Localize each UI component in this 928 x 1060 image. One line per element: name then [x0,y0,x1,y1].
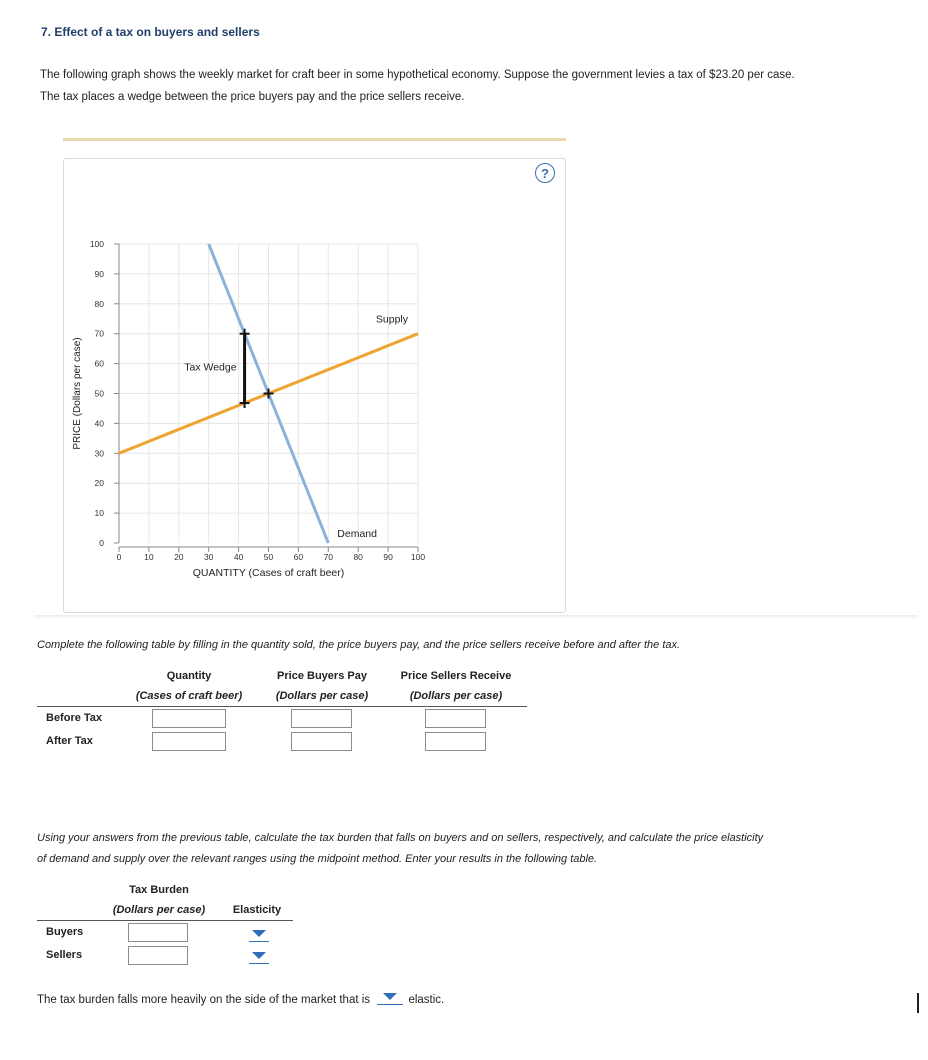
chevron-down-icon [252,952,266,959]
x-axis-label: QUANTITY (Cases of craft beer) [192,567,345,579]
table2-col-burden-sub: (Dollars per case) [112,904,206,916]
x-tick-label: 80 [353,552,363,562]
table1-col-sellers-title: Price Sellers Receive [400,670,512,682]
table1-col-sellers-sub: (Dollars per case) [409,690,503,702]
elastic-side-dropdown[interactable] [377,991,403,1005]
after-tax-quantity-input[interactable] [152,732,226,751]
table2-col-burden-title: Tax Burden [129,884,189,896]
table1-header-rule [37,706,527,707]
y-tick-label: 70 [94,328,104,339]
y-tick-label: 50 [94,388,104,399]
table2-header-rule [37,920,293,921]
table2-instructions-line-1: Using your answers from the previous table, calculate the tax burden that falls on buyers and on sellers, respectively, and calculate the price elasticity [37,832,764,844]
final-sentence-start: The tax burden falls more heavily on the side of the market that is [37,994,371,1006]
tax-wedge-label: Tax Wedge [184,361,237,374]
before-tax-quantity-input[interactable] [152,709,226,728]
intro-line-2: The tax places a wedge between the price buyers pay and the price sellers receive. [40,91,465,103]
before-tax-sellers-price-input[interactable] [425,709,486,728]
x-tick-label: 40 [233,552,244,562]
sellers-tax-burden-input[interactable] [128,946,188,965]
y-tick-label: 40 [94,418,104,429]
graph-divider [34,615,918,619]
x-tick-label: 0 [116,552,122,562]
x-tick-label: 60 [293,552,304,562]
table2-row-sellers: Sellers [46,949,83,961]
x-tick-label: 30 [203,552,214,562]
table1-row-after-tax: After Tax [46,735,93,747]
y-tick-label: 0 [99,538,104,548]
buyers-tax-burden-input[interactable] [128,923,188,942]
dropdown-underline [249,963,269,964]
question-title: 7. Effect of a tax on buyers and sellers [41,25,260,39]
dropdown-underline [377,1004,403,1005]
help-icon[interactable]: ? [535,163,555,183]
after-tax-buyers-price-input[interactable] [291,732,352,751]
table1-col-quantity-title: Quantity [166,670,212,682]
table1-instructions: Complete the following table by filling in the quantity sold, the price buyers pay, and the price sellers receive before and after the tax. [37,639,681,651]
table1-row-before-tax: Before Tax [46,712,103,724]
y-tick-label: 90 [94,268,104,279]
chevron-down-icon [383,993,397,1000]
chevron-down-icon [252,930,266,937]
sellers-elasticity-dropdown[interactable] [249,950,269,964]
dropdown-underline [249,941,269,942]
y-axis-label: PRICE (Dollars per case) [72,337,83,450]
x-tick-label: 50 [263,552,274,562]
text-cursor [917,993,919,1013]
supply-label: Supply [375,313,408,326]
x-tick-label: 90 [383,552,393,562]
table2-instructions-line-2: of demand and supply over the relevant ranges using the midpoint method. Enter your results in the following table. [37,853,598,865]
x-tick-label: 70 [323,552,334,562]
after-tax-sellers-price-input[interactable] [425,732,486,751]
table1-col-quantity-sub: (Cases of craft beer) [135,690,243,702]
table1-col-buyers-title: Price Buyers Pay [277,670,367,682]
y-tick-label: 60 [94,358,104,369]
y-tick-label: 20 [94,478,104,489]
x-tick-label: 10 [144,552,154,562]
y-tick-label: 10 [94,508,104,519]
final-sentence [37,991,444,1006]
y-tick-label: 80 [94,298,104,309]
x-tick-label: 100 [410,552,426,562]
y-tick-label: 100 [89,239,104,249]
table2-instructions [37,828,897,870]
table2-row-buyers: Buyers [46,926,84,938]
chart-axes [90,0,426,562]
y-tick-label: 30 [94,448,104,459]
x-tick-label: 20 [174,552,184,562]
final-sentence-end: elastic. [408,994,445,1006]
table2-col-elasticity-title: Elasticity [232,904,282,916]
buyers-elasticity-dropdown[interactable] [249,928,269,942]
demand-label: Demand [337,528,378,540]
before-tax-buyers-price-input[interactable] [291,709,352,728]
table1-col-buyers-sub: (Dollars per case) [275,690,369,702]
intro-line-1: The following graph shows the weekly market for craft beer in some hypothetical economy. Suppose the government levies a tax of $23.20 per case. [40,69,795,81]
